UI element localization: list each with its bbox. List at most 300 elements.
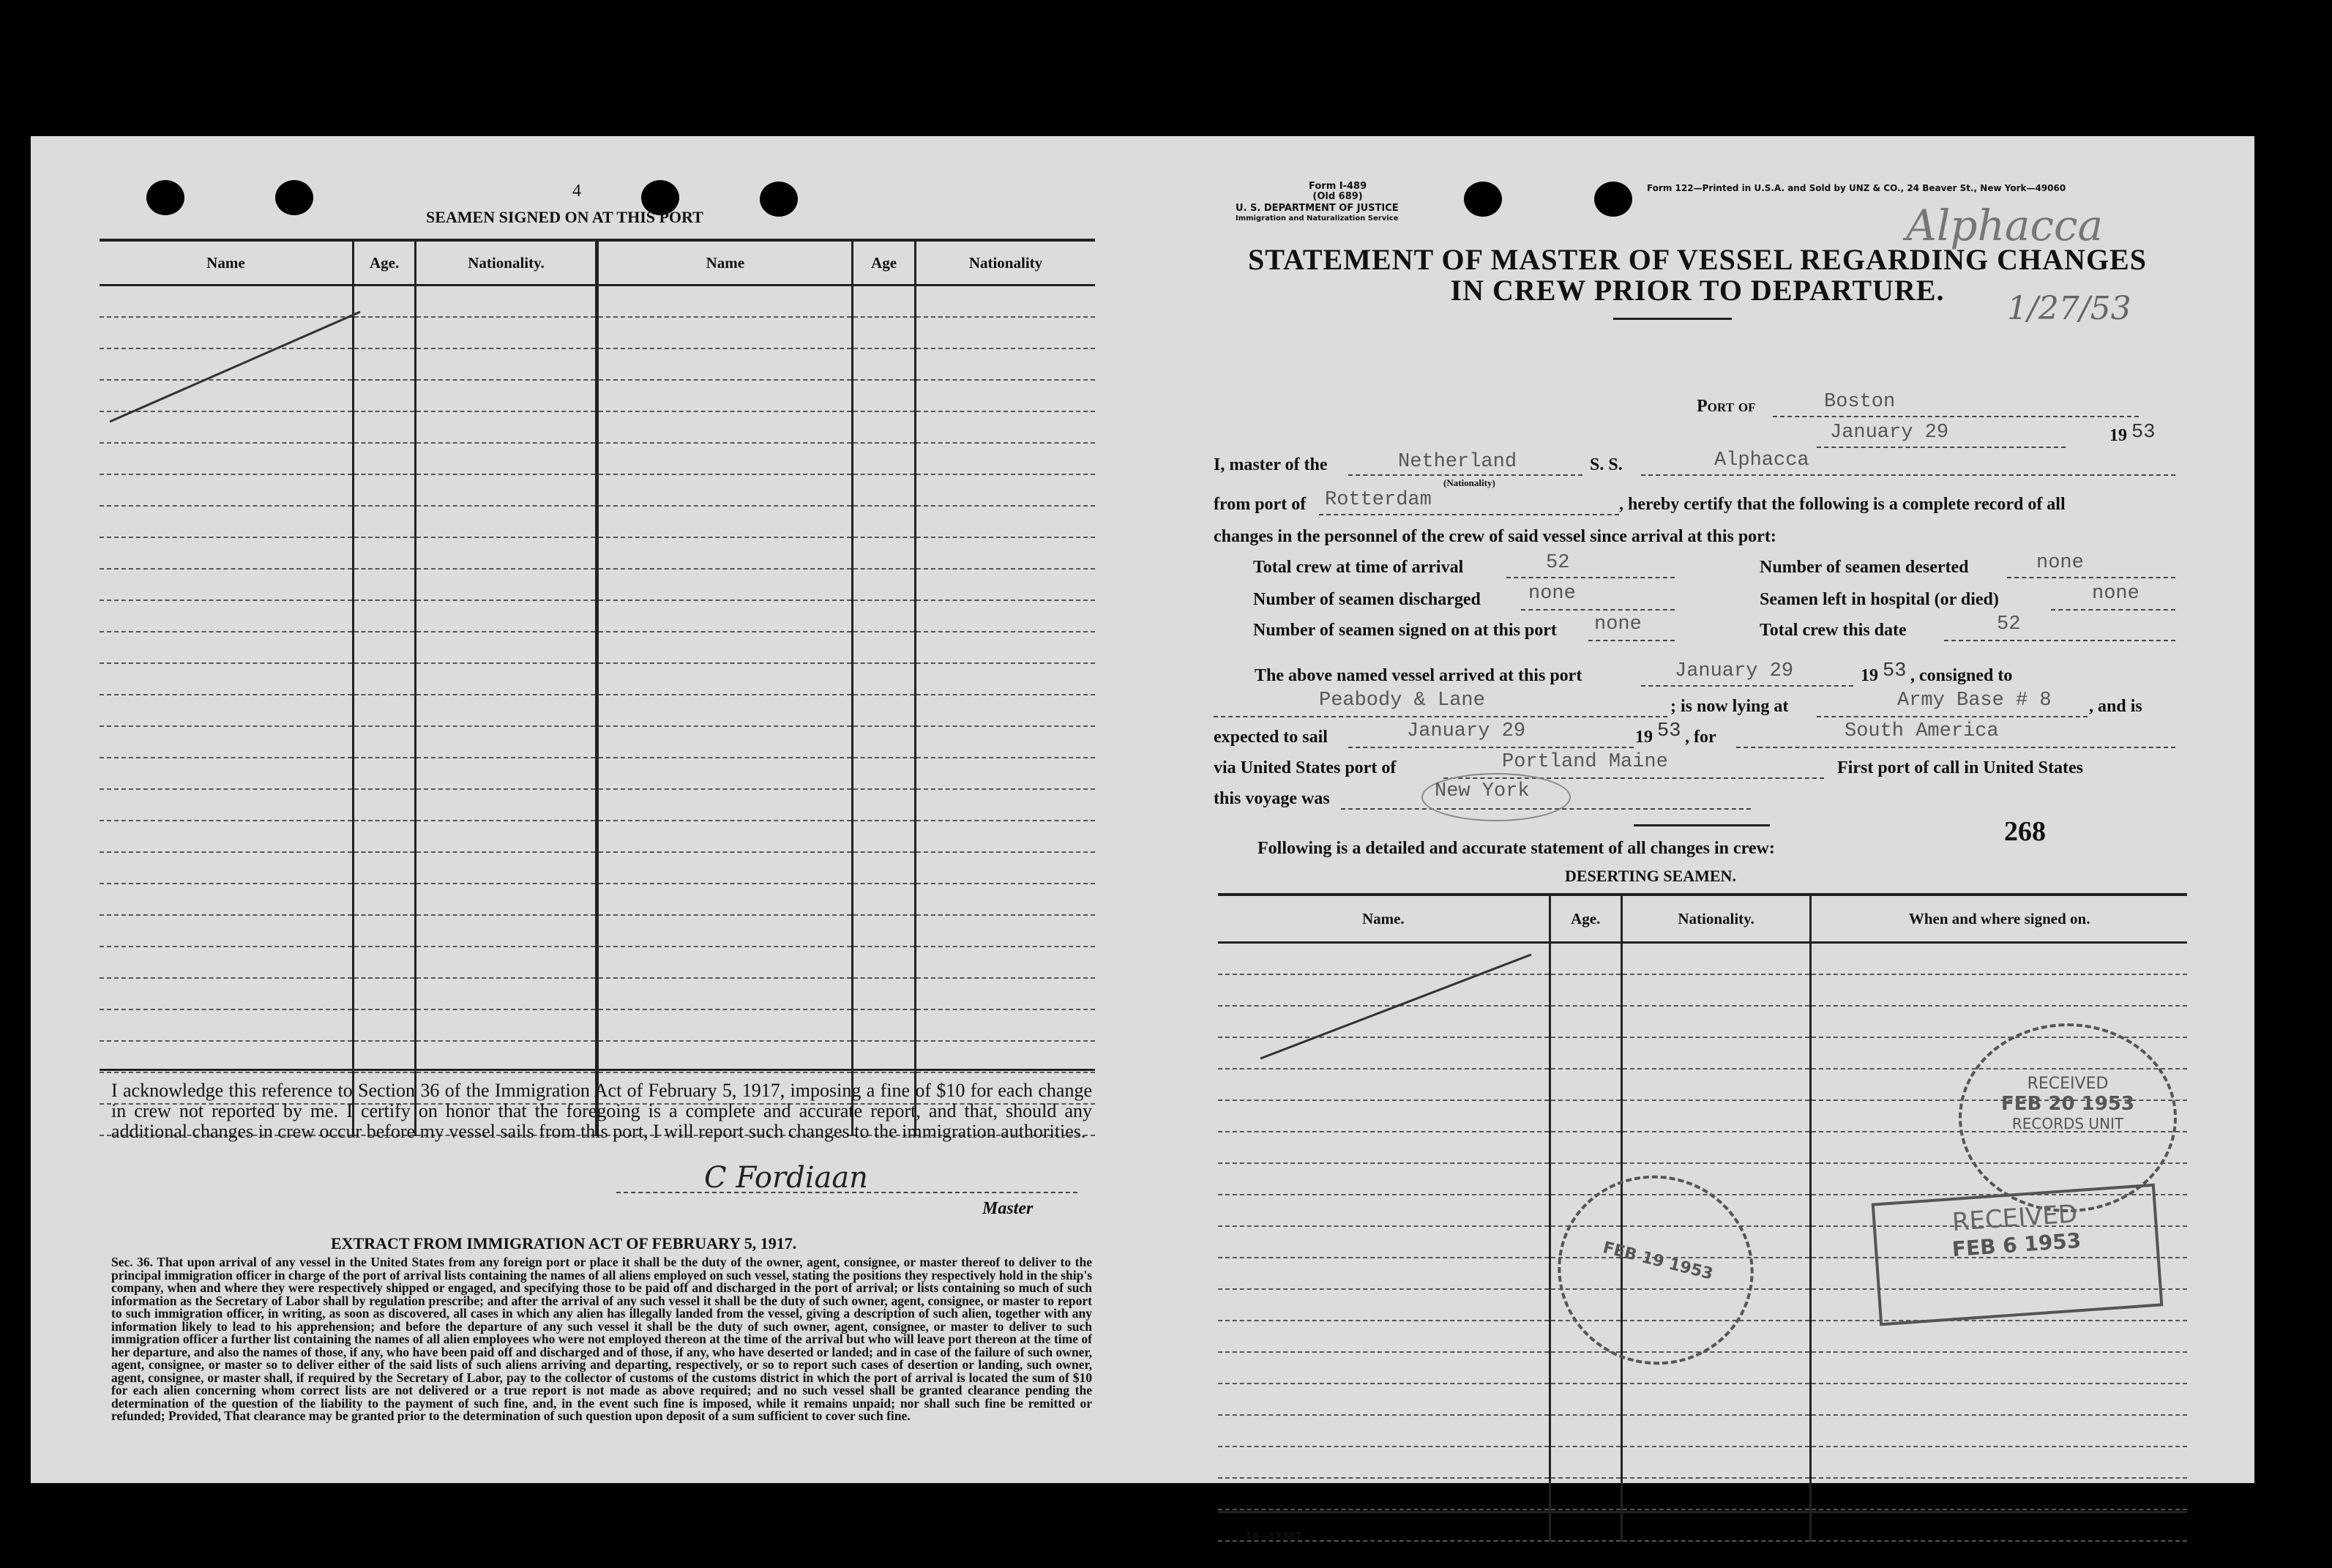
table-row <box>100 1009 1095 1041</box>
table-cell <box>1811 974 2187 1006</box>
table-cell <box>100 884 353 915</box>
destination-value: South America <box>1845 720 1999 742</box>
table-row <box>100 884 1095 915</box>
table-cell <box>1218 1258 1550 1289</box>
table-cell <box>100 474 353 506</box>
table-cell <box>1621 1478 1811 1509</box>
table-cell <box>853 600 916 632</box>
col-nationality-2: Nationality <box>915 242 1095 285</box>
table-cell <box>353 726 416 758</box>
table-cell <box>416 380 597 411</box>
table-cell <box>597 821 853 852</box>
table-cell <box>915 474 1095 506</box>
table-cell <box>853 663 916 695</box>
table-row <box>100 915 1095 947</box>
table-cell <box>597 663 853 695</box>
total-crew-date-label: Total crew this date <box>1760 621 1907 640</box>
table-cell <box>915 569 1095 600</box>
table-cell <box>1218 1321 1550 1352</box>
table-cell <box>416 789 597 821</box>
nationality-line <box>1348 474 1582 476</box>
table-cell <box>597 474 853 506</box>
table-row <box>100 663 1095 695</box>
table-cell <box>100 821 353 852</box>
table-cell <box>100 506 353 537</box>
certify-text: , hereby certify that the following is a complete record of all <box>1619 495 2066 514</box>
table-cell <box>353 695 416 726</box>
table-row <box>1218 1446 2187 1478</box>
signed-on-line <box>1588 640 1675 641</box>
total-crew-date-line <box>1944 640 2175 641</box>
table-cell <box>1218 1163 1550 1195</box>
total-crew-arrival-value: 52 <box>1546 552 1570 574</box>
lying-value: Army Base # 8 <box>1897 690 2052 712</box>
rule <box>1634 824 1770 826</box>
total-crew-arrival-line <box>1506 577 1675 578</box>
table-cell <box>416 978 597 1009</box>
table-cell <box>1550 1006 1621 1037</box>
table-cell <box>1621 1415 1811 1446</box>
table-cell <box>353 978 416 1009</box>
table-cell <box>1218 1195 1550 1226</box>
table-cell <box>915 348 1095 380</box>
table-cell <box>915 663 1095 695</box>
table-cell <box>915 821 1095 852</box>
table-cell <box>353 1009 416 1041</box>
page-number: 4 <box>572 182 581 201</box>
table-cell <box>915 443 1095 474</box>
table-cell <box>416 1041 597 1072</box>
destination-line <box>1736 747 2175 748</box>
table-cell <box>597 348 853 380</box>
stamp-round2-date: FEB 19 1953 <box>1601 1239 1715 1284</box>
table-cell <box>1621 974 1811 1006</box>
table-cell <box>416 726 597 758</box>
form-header <box>1309 182 1367 202</box>
port-label: Port of <box>1697 397 1756 416</box>
from-port-value: Rotterdam <box>1325 489 1432 511</box>
table-row <box>100 726 1095 758</box>
date-line <box>1817 447 2066 448</box>
arrived-label: The above named vessel arrived at this port <box>1255 666 1582 685</box>
table-cell <box>1811 1446 2187 1478</box>
table-row <box>100 1041 1095 1072</box>
table-cell <box>1621 1037 1811 1069</box>
cancel-stroke <box>104 305 367 429</box>
table-cell <box>915 632 1095 663</box>
table-cell <box>416 821 597 852</box>
table-cell <box>915 789 1095 821</box>
table-cell <box>1218 1352 1550 1384</box>
table-cell <box>915 726 1095 758</box>
col-age: Age. <box>353 242 416 285</box>
table-cell <box>1550 943 1621 975</box>
stamp-records-unit: RECORDS UNIT <box>2011 1115 2124 1132</box>
table-cell <box>1550 1069 1621 1100</box>
stamp-box-label: RECEIVED <box>1951 1199 2079 1238</box>
table-cell <box>853 317 916 348</box>
table-cell <box>853 411 916 443</box>
discharged-value: none <box>1528 583 1576 605</box>
table-cell <box>1621 1069 1811 1100</box>
rule <box>1218 1511 2187 1513</box>
table-cell <box>416 884 597 915</box>
table-row <box>1218 1415 2187 1446</box>
table-cell <box>100 663 353 695</box>
table-cell <box>597 411 853 443</box>
table-cell <box>100 947 353 978</box>
table-cell <box>1621 1006 1811 1037</box>
table-cell <box>597 915 853 947</box>
table-row <box>100 537 1095 569</box>
table-cell <box>416 474 597 506</box>
table-cell <box>915 600 1095 632</box>
total-crew-arrival-label: Total crew at time of arrival <box>1253 558 1464 577</box>
table-cell <box>597 380 853 411</box>
table-cell <box>597 537 853 569</box>
table-cell <box>853 726 916 758</box>
table-cell <box>1811 1509 2187 1541</box>
year-prefix: 19 <box>2109 426 2127 445</box>
consignee-value: Peabody & Lane <box>1319 690 1485 712</box>
lying-label: ; is now lying at <box>1670 697 1789 716</box>
table-cell <box>597 726 853 758</box>
stamp-received-date: FEB 20 1953 <box>2001 1093 2134 1115</box>
deserted-value: none <box>2036 552 2084 574</box>
punch-hole <box>1464 182 1502 217</box>
vessel-line <box>1641 474 2175 476</box>
table-cell <box>915 1009 1095 1041</box>
table-cell <box>915 380 1095 411</box>
table-row <box>100 978 1095 1009</box>
table-cell <box>416 348 597 380</box>
table-row <box>100 569 1095 600</box>
table-cell <box>853 474 916 506</box>
form-footer: 16—17387 <box>1246 1531 1302 1542</box>
deserting-title: DESERTING SEAMEN. <box>1565 867 1736 885</box>
table-row <box>100 852 1095 884</box>
table-cell <box>597 852 853 884</box>
table-cell <box>353 852 416 884</box>
expected-line <box>1348 747 1634 748</box>
table-cell <box>353 632 416 663</box>
table-cell <box>100 726 353 758</box>
table-cell <box>100 537 353 569</box>
table-cell <box>1550 1446 1621 1478</box>
punch-hole <box>760 182 798 217</box>
table-cell <box>597 758 853 789</box>
table-cell <box>915 758 1095 789</box>
table-cell <box>416 852 597 884</box>
table-cell <box>100 695 353 726</box>
table-cell <box>100 1041 353 1072</box>
table-row <box>100 600 1095 632</box>
table-cell <box>853 789 916 821</box>
table-cell <box>353 569 416 600</box>
table-cell <box>353 443 416 474</box>
col-signed-on: When and where signed on. <box>1811 896 2187 943</box>
table-row <box>100 789 1095 821</box>
expected-year-suffix: 53 <box>1657 720 1681 742</box>
port-line <box>1773 416 2139 417</box>
table-cell <box>853 285 916 318</box>
table-cell <box>853 947 916 978</box>
table-cell <box>915 317 1095 348</box>
stamp-box-date: FEB 6 1953 <box>1951 1228 2082 1262</box>
table-cell <box>597 317 853 348</box>
table-cell <box>416 600 597 632</box>
table-row <box>100 758 1095 789</box>
col-name-2: Name <box>597 242 853 285</box>
table-row <box>100 443 1095 474</box>
stamp-number: 268 <box>2004 816 2046 847</box>
table-cell <box>915 947 1095 978</box>
deserted-line <box>2007 577 2175 578</box>
and-is: , and is <box>2089 697 2142 716</box>
table-cell <box>1811 1321 2187 1352</box>
master-label: Master <box>982 1199 1034 1218</box>
consignee-line <box>1214 716 1667 717</box>
signature-line <box>616 1192 1077 1193</box>
department: U. S. DEPARTMENT OF JUSTICE <box>1236 203 1399 214</box>
table-cell <box>853 758 916 789</box>
table-cell <box>853 852 916 884</box>
table-cell <box>1811 1384 2187 1415</box>
table-cell <box>1550 1384 1621 1415</box>
title-line-1: STATEMENT OF MASTER OF VESSEL REGARDING CHANGES <box>1248 243 2147 276</box>
table-cell <box>1218 1446 1550 1478</box>
table-cell <box>1550 1037 1621 1069</box>
table-cell <box>1550 1100 1621 1132</box>
changes-text: changes in the personnel of the crew of said vessel since arrival at this port: <box>1214 527 1776 546</box>
table-cell <box>853 443 916 474</box>
table-cell <box>597 978 853 1009</box>
table-cell <box>353 474 416 506</box>
table-cell <box>416 947 597 978</box>
table-cell <box>100 569 353 600</box>
table-cell <box>597 695 853 726</box>
table-cell <box>353 947 416 978</box>
table-cell <box>915 695 1095 726</box>
table-cell <box>100 758 353 789</box>
table-cell <box>416 695 597 726</box>
table-cell <box>416 537 597 569</box>
table-cell <box>915 915 1095 947</box>
table-cell <box>1811 1006 2187 1037</box>
table-cell <box>853 506 916 537</box>
table-cell <box>1218 1415 1550 1446</box>
table-cell <box>597 569 853 600</box>
year-suffix: 53 <box>2131 422 2156 444</box>
table-cell <box>853 1009 916 1041</box>
nationality-caption: (Nationality) <box>1443 477 1495 488</box>
table-cell <box>416 1009 597 1041</box>
handwritten-vessel: Alphacca <box>1906 201 2104 250</box>
from-port-line <box>1319 514 1619 515</box>
total-crew-date-value: 52 <box>1997 613 2021 635</box>
table-cell <box>1218 1069 1550 1100</box>
acknowledgement-text: I acknowledge this reference to Section 36 of the Immigration Act of February 5, 1917, imposing a fine of $10 for each change in crew not reported by me. I certify on honor that the foregoing is a complete and accurate report, and that, should any additional changes in crew occur before my vessel sails from this port, I will report such changes to the immigration authorities. <box>111 1080 1092 1142</box>
table-cell <box>416 915 597 947</box>
right-page <box>1129 136 2254 1542</box>
col-nationality: Nationality. <box>1621 896 1811 943</box>
table-cell <box>416 443 597 474</box>
col-name: Name <box>100 242 353 285</box>
table-cell <box>853 569 916 600</box>
handwritten-date: 1/27/53 <box>2007 290 2131 327</box>
table-cell <box>353 537 416 569</box>
table-cell <box>915 411 1095 443</box>
table-cell <box>416 285 597 318</box>
first-port-label: First port of call in United States <box>1837 758 2083 777</box>
received-box-stamp <box>1872 1184 2164 1326</box>
table-cell <box>853 348 916 380</box>
ss-label: S. S. <box>1590 455 1623 474</box>
lying-line <box>1817 716 2088 717</box>
table-cell <box>597 1041 853 1072</box>
table-cell <box>353 758 416 789</box>
arrived-line <box>1641 685 1853 687</box>
department-block <box>1236 204 1399 224</box>
table-cell <box>915 285 1095 318</box>
table-row <box>100 474 1095 506</box>
table-cell <box>1550 1509 1621 1541</box>
table-cell <box>416 663 597 695</box>
table-cell <box>1550 1352 1621 1384</box>
for-label: , for <box>1685 728 1716 747</box>
rule <box>100 1069 1095 1071</box>
expected-label: expected to sail <box>1214 728 1328 747</box>
table-cell <box>1218 1226 1550 1258</box>
form-old: (Old 689) <box>1312 191 1363 202</box>
arrived-year-suffix: 53 <box>1883 660 1907 682</box>
table-cell <box>1550 974 1621 1006</box>
punch-hole <box>275 180 313 215</box>
signed-on-value: none <box>1594 613 1642 635</box>
table-cell <box>915 1041 1095 1072</box>
nationality-value: Netherland <box>1398 451 1517 473</box>
table-cell <box>1621 943 1811 975</box>
table-row <box>100 506 1095 537</box>
table-row <box>1218 1384 2187 1415</box>
table-cell <box>853 695 916 726</box>
rule <box>1613 318 1732 320</box>
service: Immigration and Naturalization Service <box>1236 214 1399 223</box>
table-cell <box>1550 1478 1621 1509</box>
table-cell <box>1621 1100 1811 1132</box>
table-row <box>100 821 1095 852</box>
table-row <box>1218 1478 2187 1509</box>
table-cell <box>353 884 416 915</box>
table-cell <box>853 380 916 411</box>
col-age: Age. <box>1550 896 1621 943</box>
master-of-label: I, master of the <box>1214 455 1328 474</box>
signed-on-label: Number of seamen signed on at this port <box>1253 621 1557 640</box>
discharged-line <box>1521 609 1675 611</box>
punch-hole <box>1594 182 1632 217</box>
table-row <box>1218 1352 2187 1384</box>
table-cell <box>597 285 853 318</box>
punch-hole <box>146 180 184 215</box>
table-row <box>1218 1509 2187 1541</box>
table-cell <box>853 978 916 1009</box>
table-cell <box>853 632 916 663</box>
expected-value: January 29 <box>1407 720 1526 742</box>
section-title: SEAMEN SIGNED ON AT THIS PORT <box>426 208 703 226</box>
table-cell <box>853 537 916 569</box>
table-cell <box>416 411 597 443</box>
table-cell <box>416 632 597 663</box>
table-cell <box>353 789 416 821</box>
via-label: via United States port of <box>1214 758 1397 777</box>
table-cell <box>100 915 353 947</box>
table-cell <box>915 852 1095 884</box>
table-cell <box>100 789 353 821</box>
table-cell <box>416 569 597 600</box>
expected-year-prefix: 19 <box>1635 728 1653 747</box>
hospital-label: Seamen left in hospital (or died) <box>1760 590 1999 609</box>
table-cell <box>597 506 853 537</box>
hospital-value: none <box>2092 583 2139 605</box>
table-cell <box>353 600 416 632</box>
port-value: Boston <box>1824 391 1896 413</box>
table-cell <box>597 884 853 915</box>
table-cell <box>597 632 853 663</box>
table-cell <box>1811 943 2187 975</box>
table-cell <box>915 978 1095 1009</box>
table-cell <box>915 506 1095 537</box>
table-cell <box>1550 1415 1621 1446</box>
table-cell <box>353 663 416 695</box>
form-title <box>1211 244 2184 306</box>
table-cell <box>1550 1132 1621 1163</box>
table-cell <box>1621 1132 1811 1163</box>
master-signature: C Fordiaan <box>704 1161 868 1195</box>
discharged-label: Number of seamen discharged <box>1253 590 1481 609</box>
table-cell <box>1218 1100 1550 1132</box>
table-cell <box>597 600 853 632</box>
from-port-label: from port of <box>1214 495 1307 514</box>
date-value: January 29 <box>1830 422 1949 444</box>
table-cell <box>100 978 353 1009</box>
table-cell <box>1218 1478 1550 1509</box>
table-cell <box>353 506 416 537</box>
table-row <box>100 695 1095 726</box>
table-cell <box>1218 1384 1550 1415</box>
table-cell <box>1218 1289 1550 1321</box>
table-cell <box>597 789 853 821</box>
table-cell <box>100 600 353 632</box>
table-cell <box>1621 1384 1811 1415</box>
table-row <box>100 947 1095 978</box>
deserted-label: Number of seamen deserted <box>1760 558 1969 577</box>
table-row <box>100 632 1095 663</box>
table-cell <box>853 1041 916 1072</box>
consigned-label: , consigned to <box>1910 666 2013 685</box>
table-cell <box>597 1009 853 1041</box>
table-cell <box>915 884 1095 915</box>
table-cell <box>353 1041 416 1072</box>
title-line-2: IN CREW PRIOR TO DEPARTURE. <box>1450 274 1945 307</box>
table-cell <box>416 758 597 789</box>
via-value: Portland Maine <box>1502 751 1668 773</box>
table-cell <box>853 884 916 915</box>
extract-title: EXTRACT FROM IMMIGRATION ACT OF FEBRUARY 5, 1917. <box>331 1234 797 1252</box>
table-cell <box>353 821 416 852</box>
left-page <box>31 136 1129 1483</box>
printer-note: Form 122—Printed in U.S.A. and Sold by UNZ & CO., 24 Beaver St., New York—49060 <box>1647 183 2066 193</box>
table-cell <box>100 852 353 884</box>
